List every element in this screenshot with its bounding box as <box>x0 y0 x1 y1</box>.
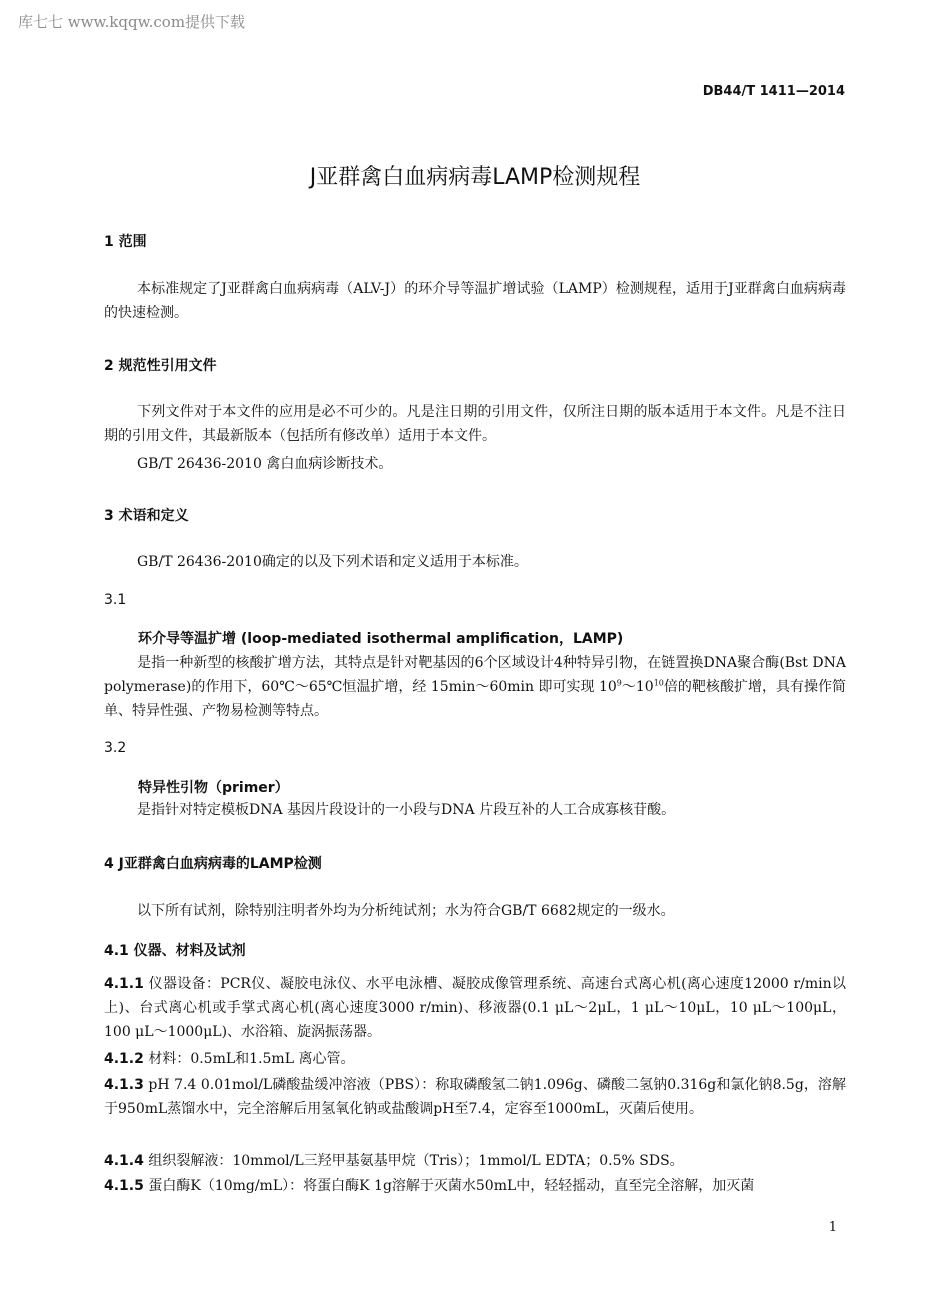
section-3-paragraph <box>104 550 846 574</box>
term-3-2-definition <box>104 798 846 822</box>
term-3-1-def-part-a: 是指一种新型的核酸扩增方法，其特点是针对靶基因的6个区域设计4种特异引物，在链置换DNA聚合酶(Bst DNA polymerase)的作用下，60℃～65℃恒温扩增，经 15min～60min 即可实现 10 <box>104 655 846 695</box>
item-number: 4.1.3 <box>104 1077 144 1093</box>
watermark: 库七七 www.kqqw.com提供下载 <box>18 13 246 31</box>
subsection-4-1-heading: 4.1 仪器、材料及试剂 <box>104 943 246 959</box>
section-1-heading: 1 范围 <box>104 234 147 250</box>
term-3-2-number: 3.2 <box>104 740 127 756</box>
section-1-paragraph <box>104 277 846 325</box>
item-4-1-4 <box>104 1149 846 1173</box>
item-4-1-1 <box>104 972 846 1044</box>
term-3-1-title: 环介导等温扩增 (loop-mediated isothermal amplification，LAMP) <box>138 631 624 647</box>
term-3-1-definition <box>104 651 846 723</box>
item-text: pH 7.4 0.01mol/L磷酸盐缓冲溶液（PBS）：称取磷酸氢二钠1.096g、磷酸二氢钠0.316g和氯化钠8.5g，溶解于950mL蒸馏水中，完全溶解后用氢氧化钠或盐酸调pH至7.4，定容至1000mL，灭菌后使用。 <box>104 1077 846 1117</box>
item-4-1-3 <box>104 1073 846 1121</box>
term-3-1-number: 3.1 <box>104 592 127 608</box>
section-4-paragraph <box>104 899 846 923</box>
page-number: 1 <box>828 1220 837 1235</box>
item-4-1-5 <box>104 1174 846 1198</box>
term-3-2-def-text: 是指针对特定模板DNA 基因片段设计的一小段与DNA 片段互补的人工合成寡核苷酸。 <box>137 802 676 818</box>
section-2-heading: 2 规范性引用文件 <box>104 358 217 374</box>
section-2-text: 下列文件对于本文件的应用是必不可少的。凡是注日期的引用文件，仅所注日期的版本适用于本文件。凡是不注日期的引用文件，其最新版本（包括所有修改单）适用于本文件。 <box>104 404 846 444</box>
item-number: 4.1.5 <box>104 1178 144 1194</box>
exponent-9: 9 <box>616 678 622 688</box>
term-3-1-def-part-c: 倍的靶核酸扩增，具有操作简单、特异性强、产物易检测等特点。 <box>104 679 846 719</box>
item-number: 4.1.2 <box>104 1051 144 1067</box>
term-3-2-title: 特异性引物（primer） <box>138 780 289 796</box>
item-number: 4.1.1 <box>104 976 144 992</box>
exponent-10: 10 <box>653 678 664 688</box>
item-4-1-2 <box>104 1047 846 1071</box>
section-2-paragraph <box>104 400 846 448</box>
section-3-heading: 3 术语和定义 <box>104 508 189 524</box>
standard-code: DB44/T 1411—2014 <box>702 84 845 99</box>
document-title: J亚群禽白血病病毒LAMP检测规程 <box>309 165 641 190</box>
section-1-text: 本标准规定了J亚群禽白血病病毒（ALV-J）的环介导等温扩增试验（LAMP）检测规程，适用于J亚群禽白血病病毒的快速检测。 <box>104 281 846 321</box>
section-3-text: GB/T 26436-2010确定的以及下列术语和定义适用于本标准。 <box>137 554 528 570</box>
item-text: 组织裂解液：10mmol/L三羟甲基氨基甲烷（Tris）；1mmol/L EDTA；0.5% SDS。 <box>143 1153 684 1169</box>
item-text: 蛋白酶K（10mg/mL）：将蛋白酶K 1g溶解于灭菌水50mL中，轻轻摇动，直至完全溶解，加灭菌 <box>143 1178 755 1194</box>
section-2-reference <box>104 452 846 476</box>
item-number: 4.1.4 <box>104 1153 144 1169</box>
term-3-1-def-part-b: ～10 <box>621 679 654 695</box>
item-text: 材料：0.5mL和1.5mL 离心管。 <box>143 1051 355 1067</box>
item-text: 仪器设备：PCR仪、凝胶电泳仪、水平电泳槽、凝胶成像管理系统、高速台式离心机(离心速度12000 r/min以上)、台式离心机或手掌式离心机(离心速度3000 r/min)、移液器(0.1 μL～2μL，1 μL～10μL，10 μL～100μL，100 μL～1000μL)、水浴箱、旋涡振荡器。 <box>104 976 846 1040</box>
section-2-reference-text: GB/T 26436-2010 禽白血病诊断技术。 <box>137 456 393 472</box>
section-4-heading: 4 J亚群禽白血病病毒的LAMP检测 <box>104 856 322 872</box>
section-4-text: 以下所有试剂，除特别注明者外均为分析纯试剂；水为符合GB/T 6682规定的一级水。 <box>137 903 675 919</box>
